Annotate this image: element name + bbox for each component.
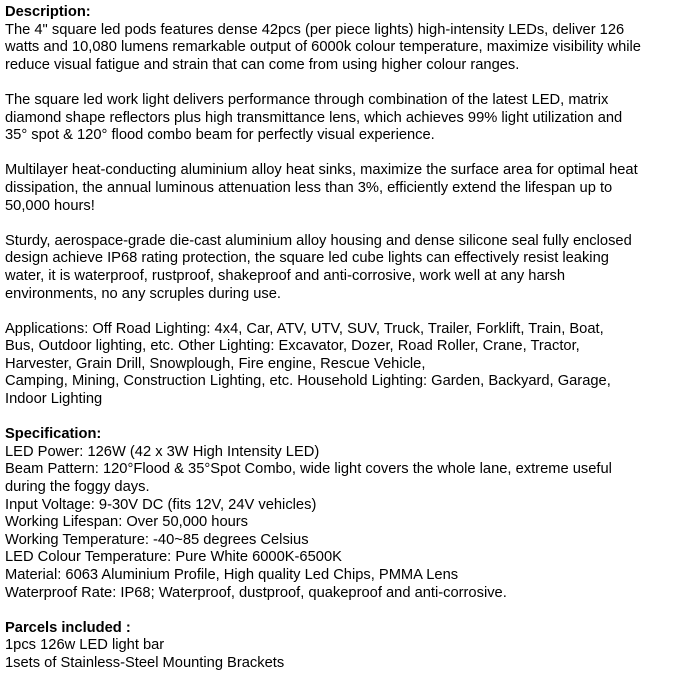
spec-led-power: LED Power: 126W (42 x 3W High Intensity LED) [5, 443, 320, 460]
parcels-heading: Parcels included : [5, 619, 131, 636]
description-paragraph-3: Multilayer heat-conducting aluminium alloy heat sinks, maximize the surface area for optimal heat dissipation, the annual luminous attenuation less than 3%, efficiently extend the lifespan up to 50,000 hours! [5, 162, 638, 214]
spec-colour-temperature: LED Colour Temperature: Pure White 6000K-6500K [5, 549, 342, 566]
spec-working-lifespan: Working Lifespan: Over 50,000 hours [5, 514, 249, 531]
description-paragraph-2: The square led work light delivers performance through combination of the latest LED, matrix diamond shape reflectors plus high transmittance lens, which achieves 99% light utilization and 35° spot & 120° flood combo beam for perfectly visual experience. [5, 91, 623, 144]
spec-material: Material: 6063 Aluminium Profile, High quality Led Chips, PMMA Lens [5, 567, 459, 583]
spec-working-temperature: Working Temperature: -40~85 degrees Celsius [5, 531, 309, 548]
specification-heading: Specification: [5, 426, 102, 443]
applications-paragraph: Applications: Off Road Lighting: 4x4, Car, ATV, UTV, SUV, Truck, Trailer, Forklift, Train, Boat, Bus, Outdoor lighting, etc. Other Lighting: Excavator, Dozer, Road Roller, Crane, Tractor, Harvester, Grain Drill, Snowplough, Fire engine, Rescue Vehicle, Camping, Mining, Construction Lighting, etc. Household Lighting: Garden, Backyard, Garage, Indoor Lighting [5, 320, 611, 408]
spec-beam-pattern: Beam Pattern: 120°Flood & 35°Spot Combo, wide light covers the whole lane, extreme useful during the foggy days. [5, 461, 612, 496]
description-paragraph-4: Sturdy, aerospace-grade die-cast aluminium alloy housing and dense silicone seal fully enclosed design achieve IP68 rating protection, the square led cube lights can effectively resist leaking water, it is waterproof, rustproof, shakeproof and anti-corrosive, work well at any harsh environments, no any scruples during use. [5, 232, 632, 302]
description-paragraph-1: The 4" square led pods features dense 42pcs (per piece lights) high-intensity LEDs, deliver 126 watts and 10,080 lumens remarkable output of 6000k colour temperature, maximize visibility while reduce visual fatigue and strain that can come from using higher colour ranges. [5, 21, 641, 73]
parcel-item-brackets: 1sets of Stainless-Steel Mounting Brackets [5, 654, 285, 671]
parcel-item-light-bar: 1pcs 126w LED light bar [5, 637, 165, 654]
spec-waterproof-rate: Waterproof Rate: IP68; Waterproof, dustproof, quakeproof and anti-corrosive. [5, 584, 507, 601]
section-spacer [5, 602, 695, 620]
description-heading: Description: [5, 4, 91, 20]
spec-input-voltage: Input Voltage: 9-30V DC (fits 12V, 24V vehicles) [5, 496, 317, 513]
